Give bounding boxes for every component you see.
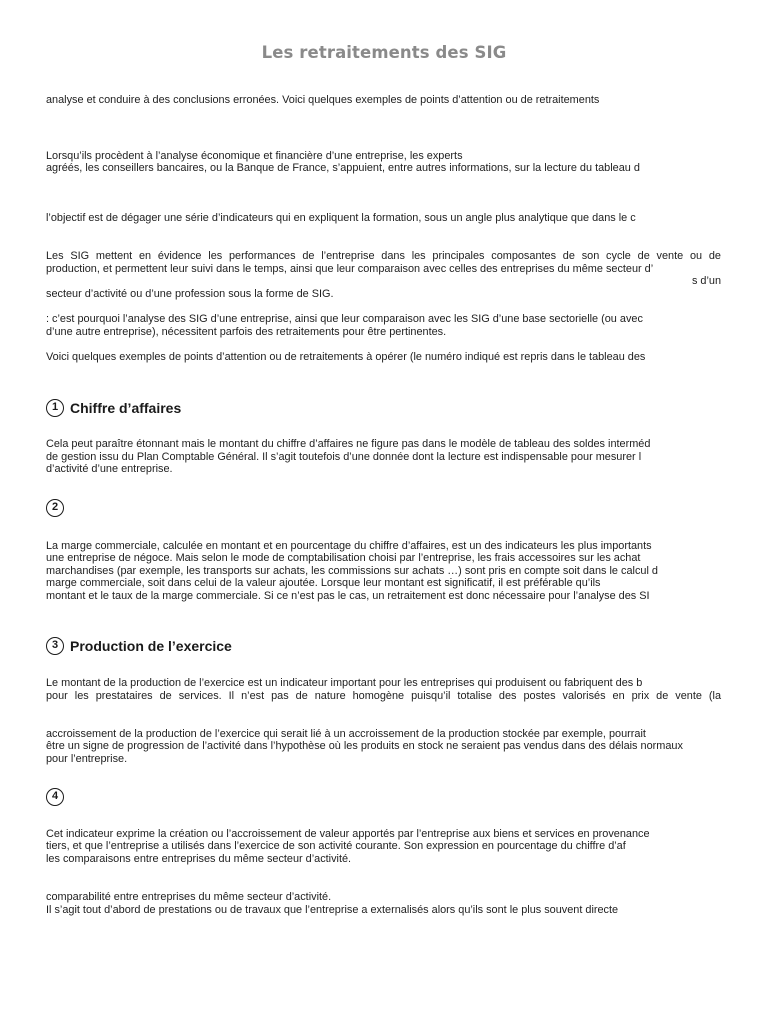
section-4-line-3: les comparaisons entre entreprises du même secteur d’activité. [46,853,352,865]
page-title: Les retraitements des SIG [261,43,507,62]
section-2-line-5: montant et le taux de la marge commerciale. Si ce n’est pas le cas, un retraitement est donc nécessaire pour l’analyse des SI [46,590,650,602]
section-2-line-4: marge commerciale, soit dans celui de la valeur ajoutée. Lorsque leur montant est significatif, il est préférable qu’ils [46,577,601,589]
section-3-title: Production de l’exercice [70,638,232,654]
intro-line: analyse et conduire à des conclusions erronées. Voici quelques exemples de points d’attention ou de retraitements [46,94,600,106]
paragraph-3-line-2: production, et permettent leur suivi dans le temps, ainsi que leur comparaison avec celles des entreprises du même secteur d’ [46,263,654,275]
section-3-heading [46,637,232,655]
paragraph-4-line-2: d’une autre entreprise), nécessitent parfois des retraitements pour être pertinentes. [46,326,447,338]
section-3-line-4: être un signe de progression de l’activité dans l’hypothèse où les produits en stock ne seraient pas vendus dans des délais normaux [46,740,683,752]
section-4-line-2: tiers, et que l’entreprise a utilisés dans l’exercice de son activité courante. Son expression en pourcentage du chiffre d’af [46,840,626,852]
circled-number-1-icon: 1 [46,399,64,417]
section-2-heading [46,499,70,517]
section-2-line-2: une entreprise de négoce. Mais selon le mode de comptabilisation choisi par l’entreprise, les frais accessoires sur les achat [46,552,641,564]
paragraph-3-line-3: s d’un [691,275,721,287]
paragraph-5-line-1: Voici quelques exemples de points d’attention ou de retraitements à opérer (le numéro indiqué est repris dans le tableau des [46,351,646,363]
section-2-line-3: marchandises (par exemple, les transports sur achats, les commissions sur achats …) sont pris en compte soit dans le calcul d [46,565,658,577]
section-4-heading [46,788,70,806]
circled-number-2-icon: 2 [46,499,64,517]
section-1-line-3: d’activité d’une entreprise. [46,463,173,475]
circled-number-4-icon: 4 [46,788,64,806]
paragraph-2-line-1: l’objectif est de dégager une série d’indicateurs qui en expliquent la formation, sous un angle plus analytique que dans le c [46,212,636,224]
section-3-line-5: pour l’entreprise. [46,753,128,765]
section-4-line-5: Il s’agit tout d’abord de prestations ou de travaux que l’entreprise a externalisés alors qu’ils sont le plus souvent directe [46,904,619,916]
section-2-line-1: La marge commerciale, calculée en montant et en pourcentage du chiffre d’affaires, est un des indicateurs les plus importants [46,540,652,552]
paragraph-1-line-2: agréés, les conseillers bancaires, ou la Banque de France, s’appuient, entre autres informations, sur la lecture du tableau d [46,162,640,174]
section-1-heading [46,399,181,417]
section-3-line-3: accroissement de la production de l’exercice qui serait lié à un accroissement de la production stockée par exemple, pourrait [46,728,646,740]
section-1-line-1: Cela peut paraître étonnant mais le montant du chiffre d’affaires ne figure pas dans le modèle de tableau des soldes interméd [46,438,651,450]
section-1-line-2: de gestion issu du Plan Comptable Général. Il s’agit toutefois d’une donnée dont la lecture est indispensable pour mesurer l [46,451,642,463]
paragraph-4-line-1: : c’est pourquoi l’analyse des SIG d’une entreprise, ainsi que leur comparaison avec les SIG d’une base sectorielle (ou avec [46,313,643,325]
circled-number-3-icon: 3 [46,637,64,655]
paragraph-3-line-1: Les SIG mettent en évidence les performances de l’entreprise dans les principales composantes de son cycle de vente ou de [46,250,721,262]
section-1-title: Chiffre d’affaires [70,400,182,416]
paragraph-3-line-4: secteur d’activité ou d’une profession sous la forme de SIG. [46,288,334,300]
section-3-line-2: pour les prestataires de services. Il n’est pas de nature homogène puisqu’il totalise des postes valorisés en prix de vente (la [46,690,721,702]
section-4-line-4: comparabilité entre entreprises du même secteur d’activité. [46,891,332,903]
section-4-line-1: Cet indicateur exprime la création ou l’accroissement de valeur apportés par l’entreprise aux biens et services en provenance [46,828,650,840]
section-3-line-1: Le montant de la production de l’exercice est un indicateur important pour les entreprises qui produisent ou fabriquent des b [46,677,643,689]
paragraph-1-line-1: Lorsqu’ils procèdent à l’analyse économique et financière d’une entreprise, les experts [46,150,463,162]
